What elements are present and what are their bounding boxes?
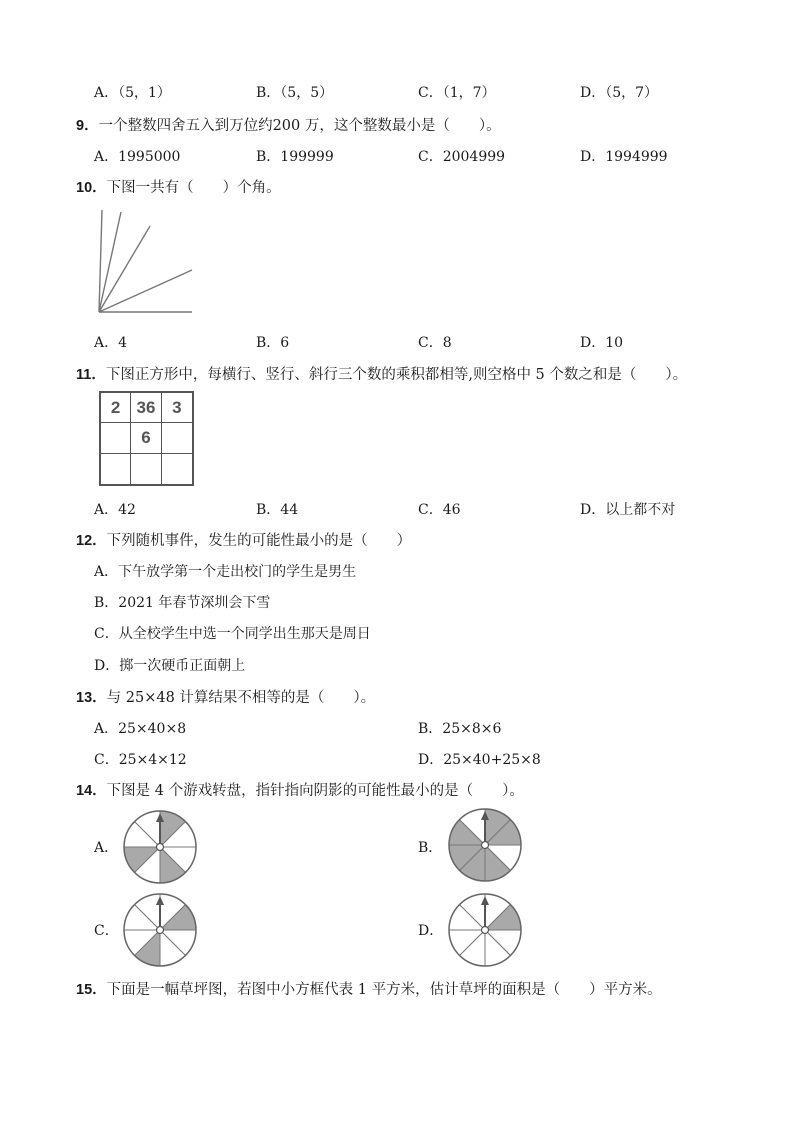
q13-option-c[interactable]: C．25×4×12 <box>94 752 187 768</box>
question-text: 下图一共有（ ）个角。 <box>106 180 281 196</box>
question-text: 一个整数四舍五入到万位约200 万，这个整数最小是（ ）。 <box>98 118 501 134</box>
spinner-hub <box>482 842 489 849</box>
q11-option-b[interactable]: B．44 <box>256 502 299 518</box>
grid-cell[interactable] <box>101 454 131 484</box>
question-text: 下图正方形中，每横行、竖行、斜行三个数的乘积都相等,则空格中 5 个数之和是（ ）。 <box>105 367 688 383</box>
grid-cell[interactable] <box>162 423 192 453</box>
spinner-d <box>446 891 524 969</box>
q13-option-a[interactable]: A．25×40×8 <box>94 721 187 737</box>
grid-cell[interactable] <box>131 454 161 484</box>
q9-option-c[interactable]: C．2004999 <box>418 149 506 165</box>
spinner-hub <box>157 927 164 934</box>
q9-option-b[interactable]: B．199999 <box>256 149 334 165</box>
question-11 <box>76 363 687 384</box>
q11-option-a[interactable]: A．42 <box>94 502 136 518</box>
q10-option-b[interactable]: B．6 <box>256 335 290 351</box>
grid-cell: 36 <box>131 393 161 423</box>
q8-option-b[interactable]: B．（5，5） <box>256 85 334 101</box>
spinner-c <box>121 891 199 969</box>
question-text: 下列随机事件，发生的可能性最小的是（ ） <box>106 533 412 549</box>
spinner-hub <box>482 927 489 934</box>
question-14 <box>76 779 524 800</box>
spinner-hub <box>157 844 164 851</box>
question-12 <box>76 529 411 550</box>
q8-option-c[interactable]: C．（1，7） <box>418 85 496 101</box>
q11-option-c[interactable]: C．46 <box>418 502 461 518</box>
grid-cell: 3 <box>162 393 192 423</box>
question-number: 10． <box>76 180 107 196</box>
grid-cell[interactable] <box>162 454 192 484</box>
q12-option-b[interactable]: B．2021 年春节深圳会下雪 <box>94 595 271 611</box>
question-number: 13． <box>76 690 107 706</box>
question-13 <box>76 686 375 707</box>
q10-option-c[interactable]: C．8 <box>418 335 452 351</box>
question-number: 14． <box>76 783 107 799</box>
spinner-b <box>446 806 524 884</box>
q9-option-d[interactable]: D．1994999 <box>580 149 668 165</box>
grid-cell: 2 <box>101 393 131 423</box>
question-text: 与 25×48 计算结果不相等的是（ ）。 <box>106 690 376 706</box>
angles-figure <box>94 208 196 318</box>
q13-option-d[interactable]: D．25×40+25×8 <box>418 752 541 768</box>
question-9 <box>76 114 501 135</box>
spinner-a <box>121 808 199 886</box>
q8-option-a[interactable]: A．（5，1） <box>94 85 171 101</box>
q10-option-d[interactable]: D．10 <box>580 335 624 351</box>
question-number: 9． <box>76 118 99 134</box>
q12-option-a[interactable]: A．下午放学第一个走出校门的学生是男生 <box>94 564 357 580</box>
question-text: 下面是一幅草坪图，若图中小方框代表 1 平方米，估计草坪的面积是（ ）平方米。 <box>106 982 662 998</box>
question-number: 11． <box>76 367 106 383</box>
q12-option-c[interactable]: C．从全校学生中选一个同学出生那天是周日 <box>94 626 371 642</box>
magic-square-grid <box>99 391 194 486</box>
q8-option-d[interactable]: D．（5，7） <box>580 85 659 101</box>
question-number: 12． <box>76 533 107 549</box>
question-number: 15． <box>76 982 107 998</box>
q12-option-d[interactable]: D．掷一次硬币正面朝上 <box>94 658 246 674</box>
question-text: 下图是 4 个游戏转盘，指针指向阴影的可能性最小的是（ ）。 <box>106 783 524 799</box>
q14-option-b[interactable]: B． <box>418 840 443 856</box>
question-10 <box>76 176 281 197</box>
question-15 <box>76 978 662 999</box>
q14-option-a[interactable]: A． <box>94 840 119 856</box>
grid-cell: 6 <box>131 423 161 453</box>
q13-option-b[interactable]: B．25×8×6 <box>418 721 502 737</box>
q9-option-a[interactable]: A．1995000 <box>94 149 181 165</box>
q14-option-d[interactable]: D． <box>418 923 444 939</box>
grid-cell[interactable] <box>101 423 131 453</box>
q11-option-d[interactable]: D．以上都不对 <box>580 502 676 518</box>
q14-option-c[interactable]: C． <box>94 923 119 939</box>
q10-option-a[interactable]: A．4 <box>94 335 128 351</box>
